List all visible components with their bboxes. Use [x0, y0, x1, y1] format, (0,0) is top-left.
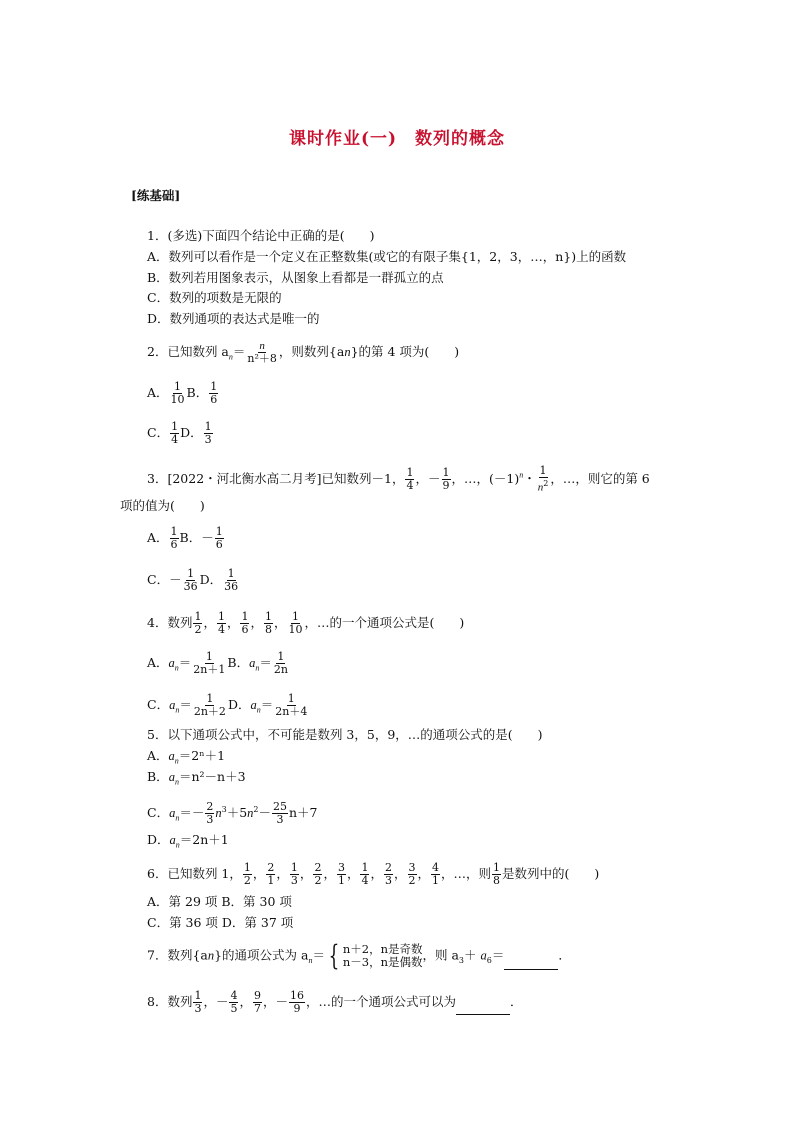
q4-options-cd: C．$a_n=$ $\frac{1}{2n+2}$ D．$a_n=$ $\frac{1}{2n+4}$ — [147, 692, 308, 718]
q6-stem: 6．已知数列 1， $\frac{1}{2}$ ， $\frac{2}{1}$ ， $\frac{1}{3}$ ， $\frac{2}{2}$ ， $\frac{3}{1}$ ， $\frac{1}{4}$ ， $\frac{2}{3}$ ， $\frac{3}{2}$ ， $\frac{4}{1}$ ，…，则 $\frac{1}{8}$ 是数列中的( ) — [147, 861, 600, 887]
sequence-term: $\frac{1}{4}$ — [217, 610, 225, 636]
q7-stem: 7．数列{an}的通项公式为 $a_n=$ { n＋2，n是奇数 n－3，n是偶数 ，则 $a_3+ a_6=$ ． — [147, 939, 571, 972]
q5-option-a: A．$a_n=2^n+1$ — [147, 748, 226, 766]
q1-option-b: B．数列若用图象表示，从图象上看都是一群孤立的点 — [147, 270, 444, 285]
q2-options-ab: A． $\frac{1}{10}$ B． $\frac{1}{6}$ — [147, 380, 218, 406]
q4-sequence: $\frac{1}{2}$ ， $\frac{1}{4}$ ， $\frac{1}{6}$ ， $\frac{1}{8}$ ， $\frac{1}{10}$ — [194, 610, 303, 636]
q1-option-c: C．数列的项数是无限的 — [147, 290, 282, 305]
q7-answer-blank[interactable] — [504, 969, 558, 970]
q3-stem: 3．[2022・河北衡水高二月考]已知数列－1， $\frac{1}{4}$ ，－ $\frac{1}{9}$ ，…，$(-1)^n$・ $\frac{1}{n^2}$ ，…，则它的第 6 — [147, 464, 650, 494]
sequence-term: $\frac{4}{1}$ — [432, 861, 440, 887]
q5-stem: 5．以下通项公式中，不可能是数列 3，5，9，…的通项公式的是( ) — [147, 727, 543, 742]
sequence-term: $\frac{3}{1}$ — [337, 861, 345, 887]
sequence-term: $\frac{1}{4}$ — [361, 861, 369, 887]
sequence-term: $\frac{2}{1}$ — [267, 861, 275, 887]
sequence-term: $\frac{1}{2}$ — [243, 861, 251, 887]
sequence-term: $\frac{1}{2}$ — [194, 610, 202, 636]
q8-answer-blank[interactable] — [456, 1014, 510, 1015]
sequence-term: $\frac{1}{6}$ — [241, 610, 249, 636]
q1-option-a: A．数列可以看作是一个定义在正整数集(或它的有限子集{1，2，3，…，n})上的函数 — [147, 249, 627, 264]
q7-piecewise: { n＋2，n是奇数 n－3，n是偶数 — [328, 939, 423, 972]
q2-formula-fraction: $\frac{n}{\text{n²＋8}}$ — [247, 340, 277, 365]
q4-stem: 4．数列 $\frac{1}{2}$ ， $\frac{1}{4}$ ， $\frac{1}{6}$ ， $\frac{1}{8}$ ， $\frac{1}{10}$ ，…的一个通项公式是( ) — [147, 610, 465, 636]
q5-option-d: D．$a_n=2n+1$ — [147, 832, 229, 850]
q5-option-b: B．$a_n=n^2-n+3$ — [147, 769, 246, 787]
page-title: 课时作业(一) 数列的概念 — [288, 129, 506, 149]
q3-options-ab: A． $\frac{1}{6}$ B．－ $\frac{1}{6}$ — [147, 525, 223, 551]
q6-options-ab: A．第 29 项 B．第 30 项 — [147, 894, 292, 909]
q8-stem: 8．数列 $\frac{1}{3}$ ，－ $\frac{4}{5}$ ， $\frac{9}{7}$ ，－ $\frac{16}{9}$ ，…的一个通项公式可以为 ． — [147, 989, 523, 1015]
q2-stem: 2．已知数列 $a_n=$ $\frac{n}{\text{n²＋8}}$ ，则数列{an}的第 4 项为( ) — [147, 340, 460, 365]
sequence-term: $\frac{2}{3}$ — [384, 861, 392, 887]
sequence-term: $\frac{1}{8}$ — [265, 610, 272, 636]
q5-option-c: C．$a_n=-$ $\frac{2}{3}$ $n^3+5n^2-$ $\frac{25}{3}$ n＋7 — [147, 800, 318, 826]
q4-options-ab: A．$a_n=$ $\frac{1}{2n+1}$ B．$a_n=$ $\frac{1}{2n}$ — [147, 650, 288, 676]
section-heading: [练基础] — [131, 188, 181, 203]
sequence-term: $\frac{2}{2}$ — [314, 861, 322, 887]
q6-sequence: $\frac{1}{2}$ ， $\frac{2}{1}$ ， $\frac{1}{3}$ ， $\frac{2}{2}$ ， $\frac{3}{1}$ ， $\frac{1}{4}$ ， $\frac{2}{3}$ ， $\frac{3}{2}$ ， $\frac{4}{1}$ — [243, 861, 440, 887]
q3-options-cd: C．－ $\frac{1}{36}$ D． $\frac{1}{36}$ — [147, 567, 239, 593]
sequence-term: $\frac{1}{3}$ — [290, 861, 298, 887]
q6-options-cd: C．第 36 项 D．第 37 项 — [147, 915, 294, 930]
q1-stem: 1．(多选)下面四个结论中正确的是( ) — [147, 228, 375, 243]
q2-options-cd: C． $\frac{1}{4}$ D． $\frac{1}{3}$ — [147, 420, 212, 446]
sequence-term: $\frac{1}{10}$ — [288, 610, 303, 636]
q1-option-d: D．数列通项的表达式是唯一的 — [147, 311, 320, 326]
q3-stem-line2: 项的值为( ) — [120, 498, 205, 513]
sequence-term: $\frac{3}{2}$ — [408, 861, 416, 887]
